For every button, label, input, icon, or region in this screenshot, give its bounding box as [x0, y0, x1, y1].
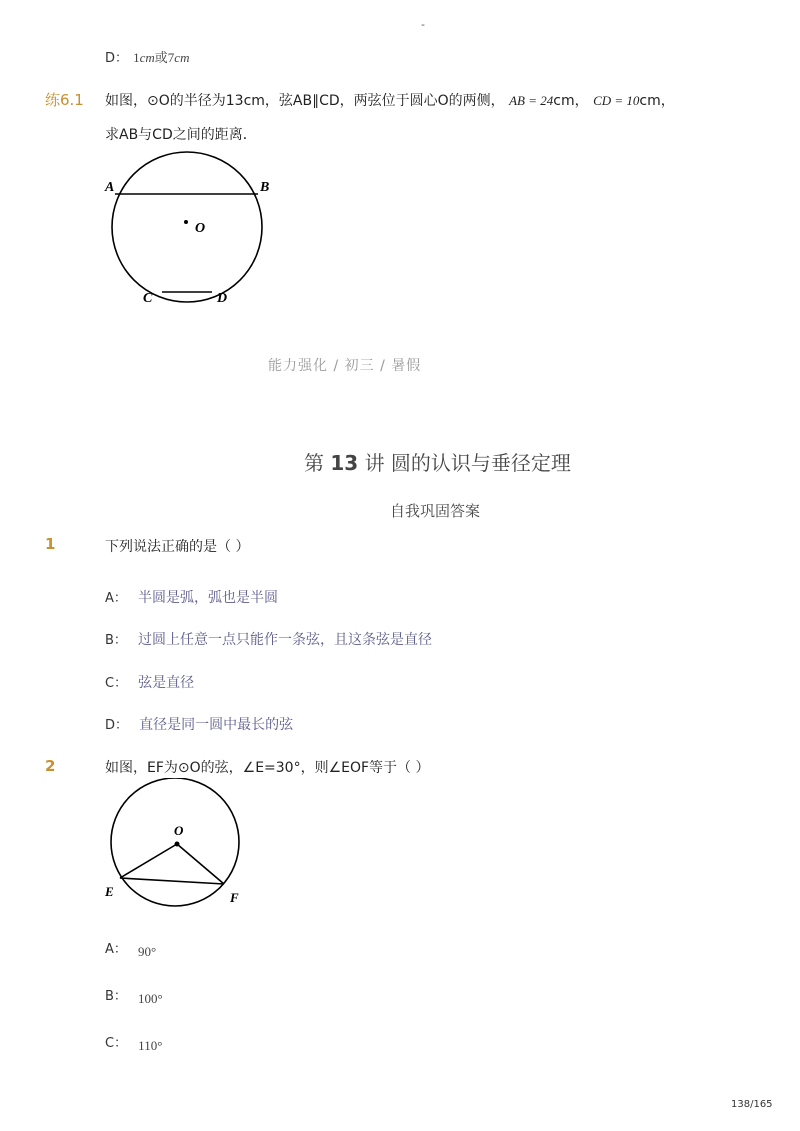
exercise-line1 — [105, 90, 675, 110]
question-1-number: 1 — [45, 535, 56, 553]
option-key: C： — [105, 676, 128, 691]
question-2-option-a — [105, 938, 156, 957]
option-text: 过圆上任意一点只能作一条弦，且这条弦是直径 — [138, 632, 433, 648]
exercise-line2: 求AB与CD之间的距离． — [105, 127, 257, 143]
segment-oe — [120, 844, 177, 878]
page-header: 能力强化 / 初三 / 暑假 — [268, 358, 422, 374]
option-key: D： — [105, 718, 129, 733]
label-a: A — [105, 180, 115, 195]
option-connector: 或 — [154, 51, 168, 66]
chord-ef — [120, 878, 224, 884]
ab-unit: cm， — [553, 93, 589, 109]
label-d: D — [217, 291, 228, 306]
label-o: O — [195, 221, 206, 236]
question-2-number: 2 — [45, 757, 56, 775]
question-1-option-d — [105, 714, 293, 734]
exercise-number: 练6.1 — [45, 91, 84, 109]
top-mark: - — [421, 18, 425, 31]
label-b: B — [260, 180, 270, 195]
question-1-option-c — [105, 672, 194, 692]
prev-option-d — [105, 47, 189, 66]
option-text: 弦是直径 — [138, 675, 195, 691]
circle-o — [112, 152, 262, 302]
question-2-option-c — [105, 1032, 162, 1051]
page-number: 138/165 — [731, 1099, 773, 1110]
option-value-b: 7 — [167, 50, 175, 65]
exercise-text: 如图，⊙O的半径为13cm，弦AB∥CD，两弦位于圆心O的两侧， — [105, 93, 505, 109]
option-text: 100° — [138, 991, 163, 1006]
label-f: F — [230, 890, 239, 905]
option-unit-b: cm — [174, 50, 190, 65]
cd-equation: CD = 10 — [593, 93, 640, 108]
option-key: D： — [105, 51, 129, 66]
question-1-option-a — [105, 587, 278, 607]
segment-of — [177, 844, 224, 884]
label-o: O — [174, 823, 184, 838]
option-key: B： — [105, 633, 127, 648]
title-prefix: 第 — [304, 451, 324, 475]
triangle-circle-figure — [98, 778, 258, 908]
cd-unit: cm， — [639, 93, 675, 109]
option-value-a: 1 — [133, 50, 140, 65]
lecture-title — [304, 447, 571, 476]
option-key: A： — [105, 591, 127, 606]
title-suffix: 讲 圆的认识与垂径定理 — [364, 451, 571, 475]
lecture-subtitle: 自我巩固答案 — [390, 502, 481, 520]
option-key: B： — [105, 989, 127, 1004]
option-text: 90° — [138, 944, 157, 959]
question-2-option-b — [105, 985, 163, 1004]
option-key: A： — [105, 942, 127, 957]
option-text: 半圆是弧，弧也是半圆 — [138, 590, 278, 606]
center-point — [184, 220, 188, 224]
ab-equation: AB = 24 — [509, 93, 554, 108]
circle-chord-figure — [95, 140, 285, 315]
center-point — [175, 842, 180, 847]
question-1-text: 下列说法正确的是（ ） — [105, 539, 250, 555]
option-key: C： — [105, 1036, 128, 1051]
option-text: 110° — [138, 1038, 163, 1053]
question-1-option-b — [105, 629, 432, 649]
label-c: C — [143, 291, 153, 306]
title-number: 13 — [330, 451, 359, 475]
circle-o — [111, 778, 239, 906]
option-unit-a: cm — [139, 50, 155, 65]
label-e: E — [105, 884, 114, 899]
option-text: 直径是同一圆中最长的弦 — [139, 717, 294, 733]
question-2-text: 如图，EF为⊙O的弦，∠E=30°，则∠EOF等于（ ） — [105, 760, 430, 776]
